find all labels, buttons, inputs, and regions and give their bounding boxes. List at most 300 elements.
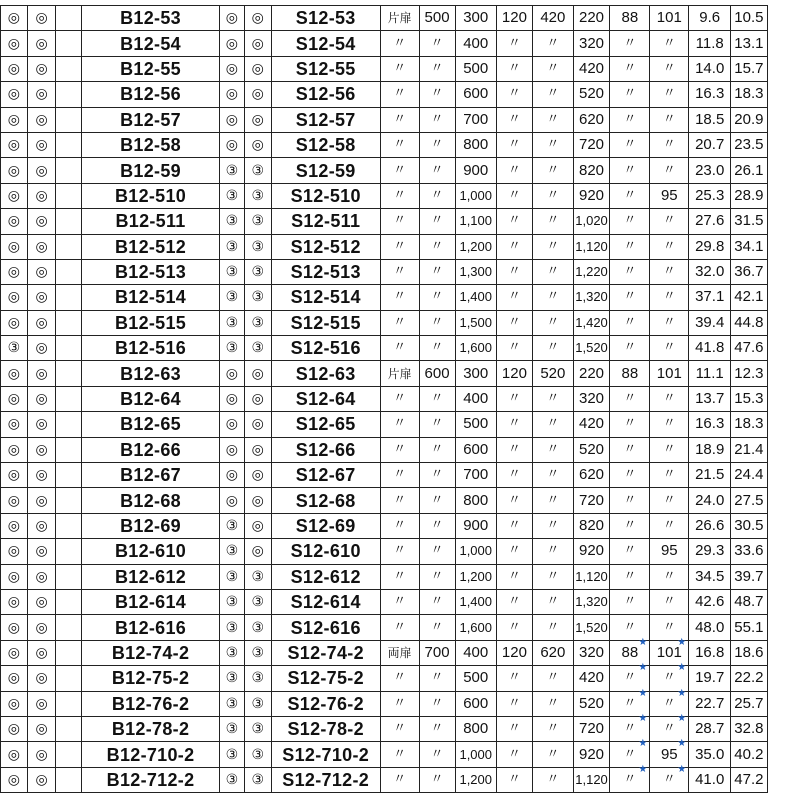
availability-mark-1 [1,539,28,564]
dim-value-4 [532,361,573,386]
product-code-b-text: B12-78-2 [111,719,190,740]
dim-value-1 [419,132,455,157]
dim-value-6 [610,31,650,56]
weight-value-2-text: 34.1 [734,237,764,255]
weight-value-2-text: 18.3 [734,85,764,103]
weight-value-2-text: 25.7 [734,694,764,712]
product-code-b-text: B12-64 [120,389,181,410]
weight-value-1-text: 28.7 [695,720,725,738]
product-code-s [271,158,380,183]
blank-cell [56,437,82,462]
table-row [1,259,799,284]
dim-value-6-text: 〃 [623,670,637,686]
dim-value-6-text: 〃 [623,340,637,356]
availability-mark-2-text: ◎ [35,213,48,230]
dim-value-6 [610,336,650,361]
dim-value-3-text: 120 [501,364,527,382]
dim-value-3-text: 120 [501,643,527,661]
weight-value-1-text: 20.7 [695,136,725,154]
product-code-b-text: B12-55 [120,58,181,79]
availability-mark-4 [244,589,271,614]
availability-mark-2-text: ◎ [35,137,48,154]
dim-value-7-text: 〃 [662,594,676,610]
weight-value-2 [731,56,767,81]
availability-mark-3-text: ③ [225,213,239,230]
blank-cell [56,336,82,361]
table-row [1,6,799,31]
weight-value-1 [689,386,731,411]
dim-value-7 [650,234,689,259]
dim-value-4 [532,31,573,56]
dim-value-3 [496,564,532,589]
dim-value-3-text: 120 [501,9,527,27]
availability-mark-3-text: ③ [225,518,239,534]
dim-value-4-text: 〃 [546,314,560,330]
dim-value-7-text: 〃 [662,467,676,483]
availability-mark-3 [219,209,244,234]
dim-value-1 [419,361,455,386]
star-mark-icon: ★ [677,687,687,699]
dim-value-5 [573,412,610,437]
availability-mark-3-text: ◎ [225,10,238,27]
availability-mark-3-text: ③ [225,568,239,585]
table-row [1,234,799,259]
blank-cell [56,412,82,437]
product-code-s-text: S12-712-2 [282,769,370,790]
dim-value-6 [610,488,650,513]
availability-mark-3-text: ③ [225,644,239,661]
availability-mark-1-text: ◎ [7,721,21,738]
product-code-s-text: S12-513 [290,262,361,283]
dim-value-4 [532,488,573,513]
availability-mark-1-text: ◎ [7,264,21,281]
dim-value-5 [573,209,610,234]
product-code-s [271,513,380,538]
blank-cell [56,742,82,767]
weight-value-1-text: 16.8 [695,643,725,661]
availability-mark-2 [27,615,56,640]
availability-mark-1 [1,6,28,31]
dim-value-5 [573,488,610,513]
availability-mark-2-text: ◎ [35,187,48,204]
dim-value-4-text: 〃 [546,111,560,127]
product-code-b [82,742,220,767]
availability-mark-3-text: ③ [225,670,239,687]
dim-value-3-text: 〃 [507,289,521,305]
product-code-s [271,56,380,81]
table-row [1,31,799,56]
dim-value-1 [419,513,455,538]
dim-value-1 [419,564,455,589]
dim-value-2-text: 500 [463,415,489,433]
product-code-s-text: S12-510 [290,185,361,206]
product-code-s-text: S12-68 [295,490,356,511]
dim-value-4-text: 620 [540,643,566,661]
availability-mark-3-text: ③ [225,238,239,255]
dim-value-7-text: 101 [656,643,682,661]
weight-value-1-text: 11.1 [695,364,724,382]
weight-value-1-text: 16.3 [695,415,725,433]
product-code-s-text: S12-55 [295,58,356,79]
star-mark-icon: ★ [677,763,687,775]
door-type [380,767,419,792]
weight-value-1-text: 22.7 [695,694,725,712]
availability-mark-2 [27,336,56,361]
dim-value-2-text: 600 [463,694,489,712]
dim-value-3-text: 〃 [507,391,521,407]
dim-value-3 [496,615,532,640]
table-row [1,183,799,208]
dim-value-1 [419,615,455,640]
product-code-b [82,691,220,716]
dim-value-4 [532,259,573,284]
availability-mark-2-text: ◎ [35,619,48,636]
dim-value-7 [650,285,689,310]
product-code-s [271,488,380,513]
availability-mark-4 [244,386,271,411]
product-code-b-text: B12-712-2 [106,769,195,790]
weight-value-1 [689,234,731,259]
door-type-text: 〃 [393,467,407,483]
weight-value-2 [731,361,767,386]
availability-mark-2 [27,716,56,741]
dim-value-7-text: 〃 [662,771,676,787]
dim-value-3-text: 〃 [507,340,521,356]
availability-mark-3 [219,310,244,335]
weight-value-2 [731,386,767,411]
availability-mark-1 [1,488,28,513]
availability-mark-4 [244,615,271,640]
availability-mark-1 [1,158,28,183]
weight-value-2 [731,209,767,234]
availability-mark-4-text: ③ [251,721,265,738]
table-row [1,310,799,335]
dim-value-1-text: 500 [424,9,450,27]
dim-value-4 [532,640,573,665]
product-code-s [271,285,380,310]
dim-value-2 [455,310,496,335]
weight-value-2 [731,6,767,31]
dim-value-3 [496,259,532,284]
availability-mark-4 [244,107,271,132]
weight-value-2-text: 47.2 [734,770,764,788]
dim-value-3-text: 〃 [507,492,521,508]
availability-mark-3-text: ③ [225,314,239,331]
dim-value-6 [610,6,650,31]
blank-cell [56,564,82,589]
availability-mark-4-text: ③ [251,695,265,712]
dim-value-1 [419,6,455,31]
dim-value-6 [610,234,650,259]
availability-mark-1-text: ◎ [7,111,21,128]
availability-mark-4 [244,183,271,208]
weight-value-1 [689,259,731,284]
product-code-s [271,716,380,741]
dim-value-1-text: 〃 [430,391,444,407]
availability-mark-1 [1,437,28,462]
dim-value-7-text: 〃 [662,238,676,254]
dim-value-2-text: 1,600 [459,340,493,356]
availability-mark-1 [1,463,28,488]
availability-mark-3 [219,386,244,411]
weight-value-1-text: 9.6 [699,9,721,27]
product-code-b-text: B12-59 [120,160,181,181]
product-code-b [82,437,220,462]
dim-value-1 [419,336,455,361]
availability-mark-1 [1,564,28,589]
product-code-b [82,716,220,741]
dim-value-3 [496,234,532,259]
dim-value-2 [455,56,496,81]
door-type-text: 〃 [393,771,407,787]
dim-value-2-text: 800 [463,136,489,154]
product-code-s [271,539,380,564]
availability-mark-4-text: ◎ [251,441,264,458]
door-type [380,234,419,259]
product-code-s-text: S12-76-2 [287,693,364,714]
availability-mark-2 [27,6,56,31]
table-row [1,412,799,437]
availability-mark-3-text: ③ [225,264,239,281]
blank-cell [56,767,82,792]
dim-value-4 [532,437,573,462]
dim-value-6-text: 〃 [623,187,637,203]
dim-value-4 [532,691,573,716]
door-type [380,539,419,564]
dim-value-1 [419,716,455,741]
availability-mark-3 [219,640,244,665]
weight-value-1-text: 25.3 [695,186,725,204]
weight-value-1 [689,640,731,665]
dim-value-4-text: 〃 [546,289,560,305]
availability-mark-4 [244,82,271,107]
weight-value-1 [689,31,731,56]
door-type [380,158,419,183]
product-code-s-text: S12-69 [295,516,356,536]
door-type-text: 〃 [393,60,407,76]
availability-mark-3 [219,183,244,208]
dim-value-5-text: 1,120 [575,771,608,787]
availability-mark-1 [1,132,28,157]
product-code-b [82,513,220,538]
dim-value-1 [419,539,455,564]
availability-mark-4 [244,767,271,792]
dim-value-4-text: 〃 [546,213,560,229]
dim-value-3 [496,463,532,488]
dim-value-3 [496,716,532,741]
product-code-s [271,209,380,234]
dim-value-4-text: 〃 [546,35,560,51]
dim-value-5-text: 1,120 [575,568,608,584]
dim-value-7 [650,158,689,183]
weight-value-1-text: 42.6 [695,593,725,611]
dim-value-6 [610,763,650,792]
dim-value-4-text: 〃 [546,264,560,280]
dim-value-7-text: 〃 [662,314,676,330]
product-code-b-text: B12-56 [120,84,181,105]
availability-mark-1 [1,386,28,411]
table-row [1,463,799,488]
availability-mark-3-text: ③ [225,162,239,179]
availability-mark-2 [27,82,56,107]
dim-value-5 [573,716,610,741]
star-mark-icon: ★ [638,636,648,648]
dim-value-5 [573,463,610,488]
dim-value-4-text: 〃 [546,187,560,203]
availability-mark-3-text: ◎ [225,86,238,103]
weight-value-2 [731,691,767,716]
weight-value-2 [731,615,767,640]
door-type-text: 〃 [393,137,407,153]
product-code-b-text: B12-710-2 [106,744,195,765]
dim-value-7-text: 〃 [662,721,676,737]
table-row [1,158,799,183]
dim-value-1-text: 〃 [430,340,444,356]
product-code-s-text: S12-710-2 [282,744,370,765]
availability-mark-2-text: ◎ [35,35,48,52]
dim-value-6-text: 〃 [623,746,637,762]
dim-value-5-text: 920 [579,542,605,560]
product-code-s [271,615,380,640]
dim-value-2-text: 800 [463,720,489,738]
availability-mark-3-text: ③ [225,543,239,560]
dim-value-3-text: 〃 [507,594,521,610]
product-code-s [271,234,380,259]
weight-value-2 [731,437,767,462]
availability-mark-3 [219,615,244,640]
product-code-b [82,666,220,691]
dim-value-3 [496,640,532,665]
dim-value-4-text: 〃 [546,162,560,178]
availability-mark-1 [1,589,28,614]
product-code-b [82,564,220,589]
dim-value-7-text: 95 [660,186,678,204]
weight-value-2-text: 28.9 [734,186,764,204]
weight-value-2-text: 42.1 [734,288,764,306]
product-code-b-text: B12-53 [120,8,181,29]
product-code-s-text: S12-516 [290,338,361,359]
dim-value-2 [455,6,496,31]
dim-value-2 [455,132,496,157]
availability-mark-4-text: ③ [251,670,265,687]
weight-value-1 [689,564,731,589]
availability-mark-4-text: ◎ [251,543,264,560]
dim-value-1 [419,767,455,792]
availability-mark-2 [27,158,56,183]
weight-value-1-text: 18.5 [695,110,725,128]
blank-cell [56,56,82,81]
availability-mark-2 [27,183,56,208]
product-code-b [82,31,220,56]
dim-value-4 [532,666,573,691]
availability-mark-1-text: ◎ [7,670,21,687]
dim-value-5-text: 320 [579,643,605,661]
dim-value-7-text: 〃 [662,213,676,229]
dim-value-1 [419,742,455,767]
weight-value-2 [731,259,767,284]
dim-value-4 [532,107,573,132]
door-type [380,209,419,234]
availability-mark-1 [1,640,28,665]
availability-mark-2-text: ◎ [35,594,48,611]
availability-mark-1 [1,666,28,691]
dim-value-3-text: 〃 [507,695,521,711]
product-code-b-text: B12-612 [114,566,187,587]
product-code-s-text: S12-65 [295,414,356,435]
availability-mark-2-text: ◎ [35,721,48,738]
door-type [380,513,419,538]
dim-value-2-text: 700 [463,466,489,484]
availability-mark-3 [219,513,244,538]
availability-mark-4-text: ◎ [251,492,264,509]
table-row [1,589,799,614]
dim-value-3 [496,336,532,361]
dim-value-3 [496,6,532,31]
product-code-s [271,666,380,691]
dim-value-3-text: 〃 [507,238,521,254]
door-type-text: 〃 [393,314,407,330]
weight-value-2 [731,183,767,208]
availability-mark-2 [27,666,56,691]
availability-mark-2 [27,767,56,792]
product-code-b-text: B12-512 [114,236,187,257]
dim-value-4-text: 520 [540,364,566,382]
dim-value-2 [455,640,496,665]
availability-mark-2-text: ◎ [35,416,48,433]
weight-value-2-text: 33.6 [734,542,764,560]
availability-mark-1 [1,513,28,538]
dim-value-6 [610,209,650,234]
availability-mark-4-text: ◎ [251,518,264,534]
availability-mark-4 [244,742,271,767]
availability-mark-2 [27,691,56,716]
dim-value-4 [532,412,573,437]
weight-value-1-text: 48.0 [695,618,725,636]
dim-value-2 [455,615,496,640]
weight-value-2 [731,463,767,488]
dim-value-7 [650,539,689,564]
availability-mark-2 [27,310,56,335]
weight-value-1 [689,437,731,462]
dim-value-2 [455,412,496,437]
dim-value-1-text: 〃 [430,518,444,533]
availability-mark-3-text: ③ [225,340,239,357]
dim-value-4-text: 〃 [546,137,560,153]
dim-value-2 [455,158,496,183]
door-type-text: 〃 [393,670,407,686]
door-type-text: 〃 [393,568,407,584]
weight-value-2-text: 10.5 [734,9,764,27]
dim-value-7-text: 95 [660,542,678,560]
dim-value-7 [650,183,689,208]
availability-mark-2 [27,539,56,564]
dim-value-2-text: 900 [463,517,489,534]
availability-mark-1-text: ◎ [7,60,21,77]
weight-value-2-text: 21.4 [734,440,764,458]
dim-value-7 [650,259,689,284]
star-mark-icon: ★ [677,712,687,724]
dim-value-5-text: 520 [579,440,605,458]
dim-value-5 [573,6,610,31]
door-type-text: 〃 [393,213,407,229]
product-code-b-text: B12-610 [114,541,187,562]
door-type [380,107,419,132]
dim-value-1 [419,234,455,259]
product-code-s-text: S12-514 [290,287,361,308]
dim-value-6 [610,82,650,107]
weight-value-1-text: 11.8 [695,34,724,52]
dim-value-5 [573,640,610,665]
